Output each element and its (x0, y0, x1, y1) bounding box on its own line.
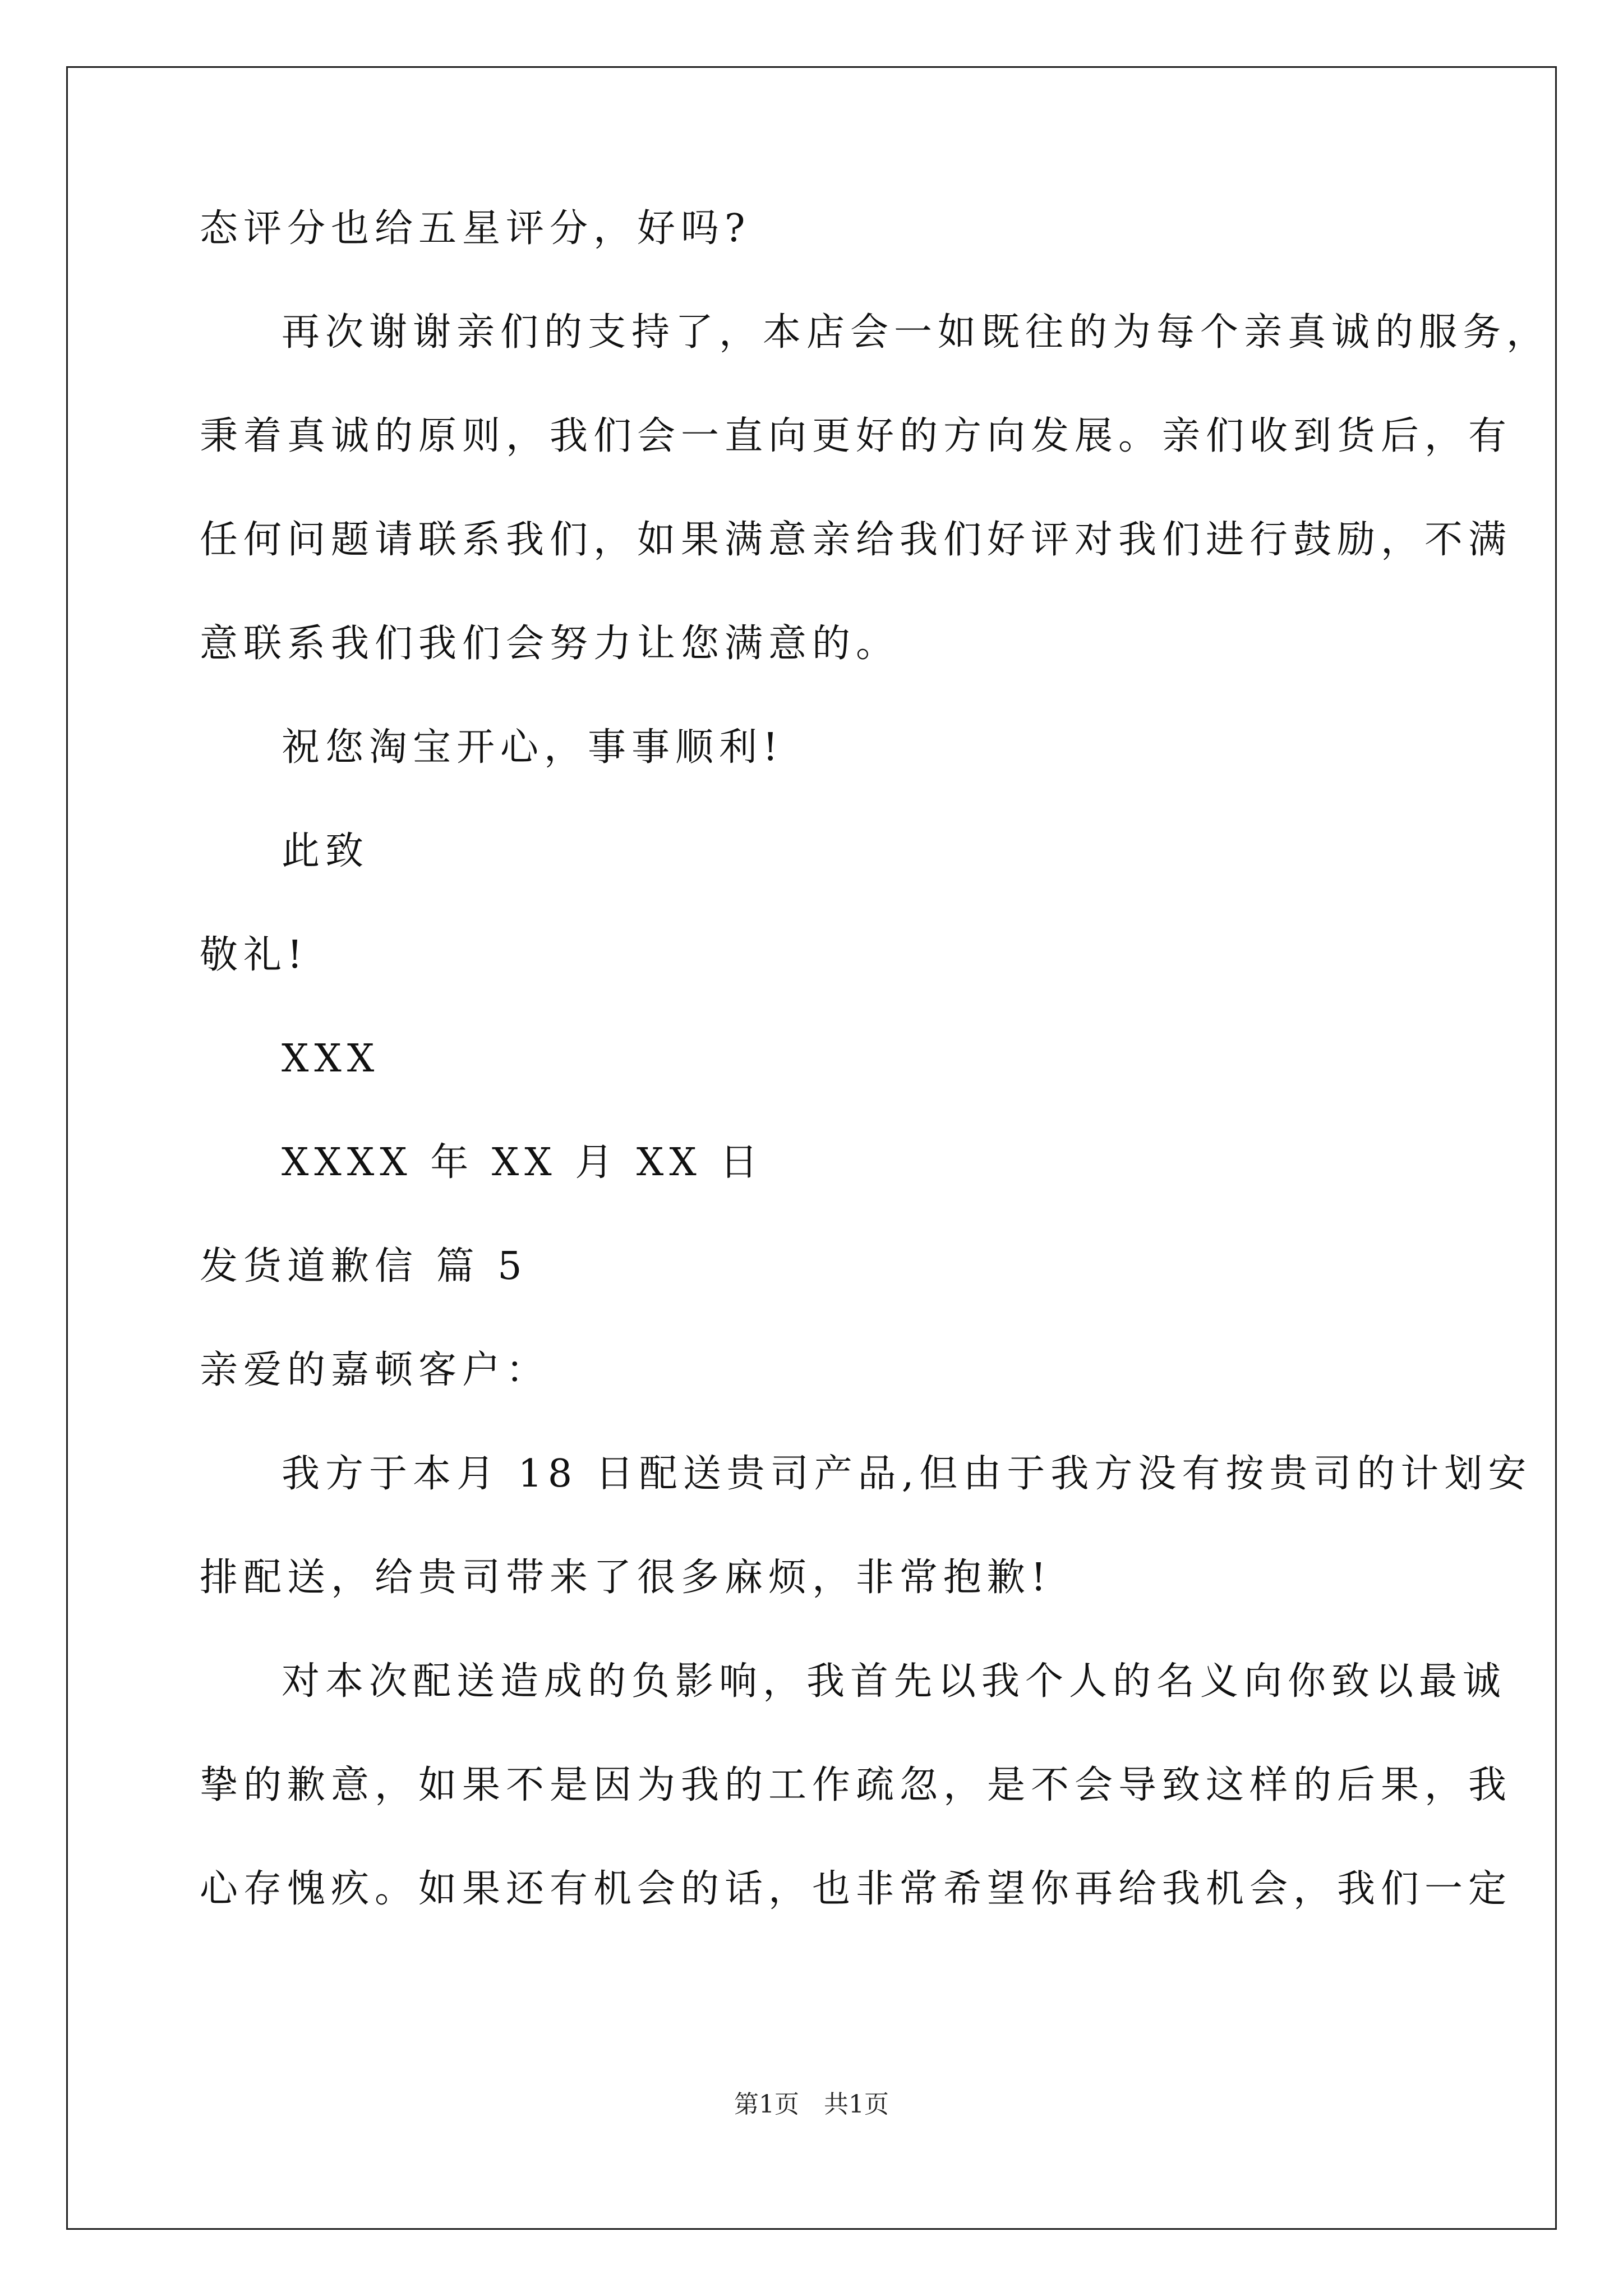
text-line: 我方于本月 18 日配送贵司产品,但由于我方没有按贵司的计划安 (282, 1452, 1532, 1496)
text-line: 挚的歉意，如果不是因为我的工作疏忽，是不会导致这样的后果，我 (200, 1763, 1513, 1807)
text-line: 对本次配送造成的负影响，我首先以我个人的名义向你致以最诚 (282, 1659, 1507, 1704)
text-line: XXX (282, 1037, 380, 1081)
text-line: 任何问题请联系我们，如果满意亲给我们好评对我们进行鼓励，不满 (200, 518, 1513, 562)
page-footer: 第1页 共1页 (734, 2090, 889, 2119)
text-line: 意联系我们我们会努力让您满意的。 (200, 622, 900, 666)
salutation: 亲爱的嘉顿客户： (200, 1348, 550, 1392)
text-line: 此致 (282, 829, 370, 873)
text-line: 心存愧疚。如果还有机会的话，也非常希望你再给我机会，我们一定 (200, 1867, 1513, 1911)
text-line: 祝您淘宝开心，事事顺利! (282, 725, 784, 770)
text-line: 敬礼! (200, 933, 308, 977)
text-line: XXXX 年 XX 月 XX 日 (282, 1140, 764, 1185)
section-heading: 发货道歉信 篇 5 (200, 1244, 528, 1289)
text-line: 态评分也给五星评分，好吗? (200, 206, 751, 251)
text-line: 秉着真诚的原则，我们会一直向更好的方向发展。亲们收到货后，有 (200, 414, 1513, 458)
text-line: 排配送，给贵司带来了很多麻烦，非常抱歉! (200, 1556, 1052, 1600)
text-line: 再次谢谢亲们的支持了，本店会一如既往的为每个亲真诚的服务， (282, 310, 1551, 355)
